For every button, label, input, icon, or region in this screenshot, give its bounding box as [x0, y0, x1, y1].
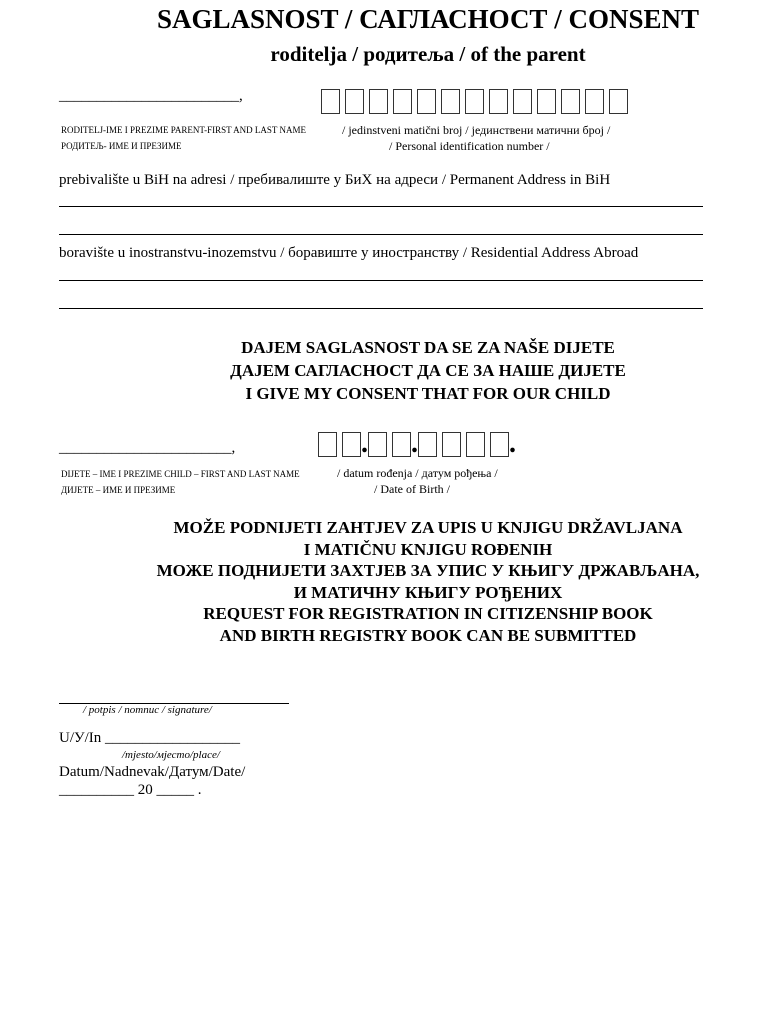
permanent-address-line-1[interactable]	[59, 206, 703, 207]
child-name-label-cyrillic: ДИЈЕТЕ – ИМЕ И ПРЕЗИМЕ	[61, 485, 176, 495]
child-name-row	[59, 440, 235, 457]
place-row	[59, 730, 240, 747]
dob-separator: .	[509, 428, 516, 459]
dob-month-digit-box[interactable]	[392, 432, 411, 457]
dob-label-english: / Date of Birth /	[374, 482, 450, 496]
parent-name-label-cyrillic: РОДИТЕЉ- ИМЕ И ПРЕЗИМЕ	[61, 141, 182, 151]
page-subtitle: roditelja / родитеља / of the parent	[270, 42, 586, 66]
dob-label: / datum rođenja / датум рођења /	[337, 466, 498, 480]
jmbg-digit-box[interactable]	[393, 89, 412, 114]
consent-statement	[43, 336, 770, 405]
jmbg-field[interactable]	[321, 89, 628, 114]
dob-day-digit-box[interactable]	[342, 432, 361, 457]
dob-day-boxes	[318, 432, 361, 457]
dob-month-boxes	[368, 432, 411, 457]
request-line-latin-2: I MATIČNU KNJIGU ROĐENIH	[303, 539, 553, 559]
jmbg-digit-box[interactable]	[513, 89, 532, 114]
request-line-english-1: REQUEST FOR REGISTRATION IN CITIZENSHIP BOOK	[203, 604, 653, 623]
jmbg-digit-box[interactable]	[441, 89, 460, 114]
dob-year-digit-box[interactable]	[418, 432, 437, 457]
parent-name-field[interactable]: ________________________,	[59, 88, 243, 104]
jmbg-digit-box[interactable]	[537, 89, 556, 114]
dob-month-digit-box[interactable]	[368, 432, 387, 457]
consent-line-latin: DAJEM SAGLASNOST DA SE ZA NAŠE DIJETE	[241, 338, 615, 357]
permanent-address-line-2[interactable]	[59, 234, 703, 235]
date-field[interactable]: __________ 20 _____ .	[59, 782, 202, 798]
residential-address-line-2[interactable]	[59, 308, 703, 309]
residential-address-line-1[interactable]	[59, 280, 703, 281]
signature-label: / potpis / потпис / signature/	[83, 704, 212, 716]
jmbg-boxes	[321, 89, 628, 114]
jmbg-digit-box[interactable]	[465, 89, 484, 114]
parent-name-label: RODITELJ-IME I PREZIME PARENT-FIRST AND LAST NAME	[61, 125, 307, 135]
consent-line-cyrillic: ДАЈЕМ САГЛАСНОСТ ДА СЕ ЗА НАШЕ ДИЈЕТЕ	[230, 361, 626, 380]
request-statement	[43, 517, 770, 646]
parent-name-row	[59, 88, 243, 105]
dob-separator: .	[411, 428, 418, 459]
dob-year-boxes	[418, 432, 509, 457]
jmbg-digit-box[interactable]	[561, 89, 580, 114]
jmbg-digit-box[interactable]	[369, 89, 388, 114]
place-label: U/У/In	[59, 730, 102, 746]
residential-address-label: boravište u inostranstvu-inozemstvu / боравиште у иностранству / Residential Address Abroad	[59, 245, 639, 261]
dob-day-digit-box[interactable]	[318, 432, 337, 457]
jmbg-digit-box[interactable]	[585, 89, 604, 114]
permanent-address-label: prebivalište u BiH na adresi / пребивалиште у БиХ на адреси / Permanent Address in BiH	[59, 172, 611, 188]
place-field[interactable]: __________________	[105, 730, 241, 746]
consent-line-english: I GIVE MY CONSENT THAT FOR OUR CHILD	[245, 384, 611, 403]
jmbg-label: / jedinstveni matični broj / јединствени матични број /	[342, 123, 611, 137]
jmbg-label-english: / Personal identification number /	[389, 139, 550, 153]
jmbg-digit-box[interactable]	[345, 89, 364, 114]
jmbg-digit-box[interactable]	[489, 89, 508, 114]
dob-field[interactable]	[318, 428, 516, 459]
dob-year-digit-box[interactable]	[466, 432, 485, 457]
dob-year-digit-box[interactable]	[490, 432, 509, 457]
jmbg-digit-box[interactable]	[609, 89, 628, 114]
request-line-english-2: AND BIRTH REGISTRY BOOK CAN BE SUBMITTED	[219, 625, 637, 645]
request-line-latin-1: MOŽE PODNIJETI ZAHTJEV ZA UPIS U KNJIGU DRŽAVLJANA	[173, 518, 683, 537]
page-title: SAGLASNOST / САГЛАСНОСТ / CONSENT	[157, 4, 699, 34]
request-line-cyrillic-1: МОЖЕ ПОДНИЈЕТИ ЗАХТЈЕВ ЗА УПИС У КЊИГУ ДРЖАВЉАНА,	[156, 561, 700, 580]
jmbg-digit-box[interactable]	[417, 89, 436, 114]
jmbg-digit-box[interactable]	[321, 89, 340, 114]
request-line-cyrillic-2: И МАТИЧНУ КЊИГУ РОЂЕНИХ	[293, 582, 563, 602]
dob-separator: .	[361, 428, 368, 459]
child-name-field[interactable]: _______________________,	[59, 440, 236, 456]
child-name-label: DIJETE – IME I PREZIME CHILD – FIRST AND LAST NAME	[61, 469, 300, 479]
place-caption: /mjesto/мјесто/place/	[122, 749, 220, 761]
date-label: Datum/Nadnevak/Датум/Date/	[59, 764, 246, 780]
dob-year-digit-box[interactable]	[442, 432, 461, 457]
